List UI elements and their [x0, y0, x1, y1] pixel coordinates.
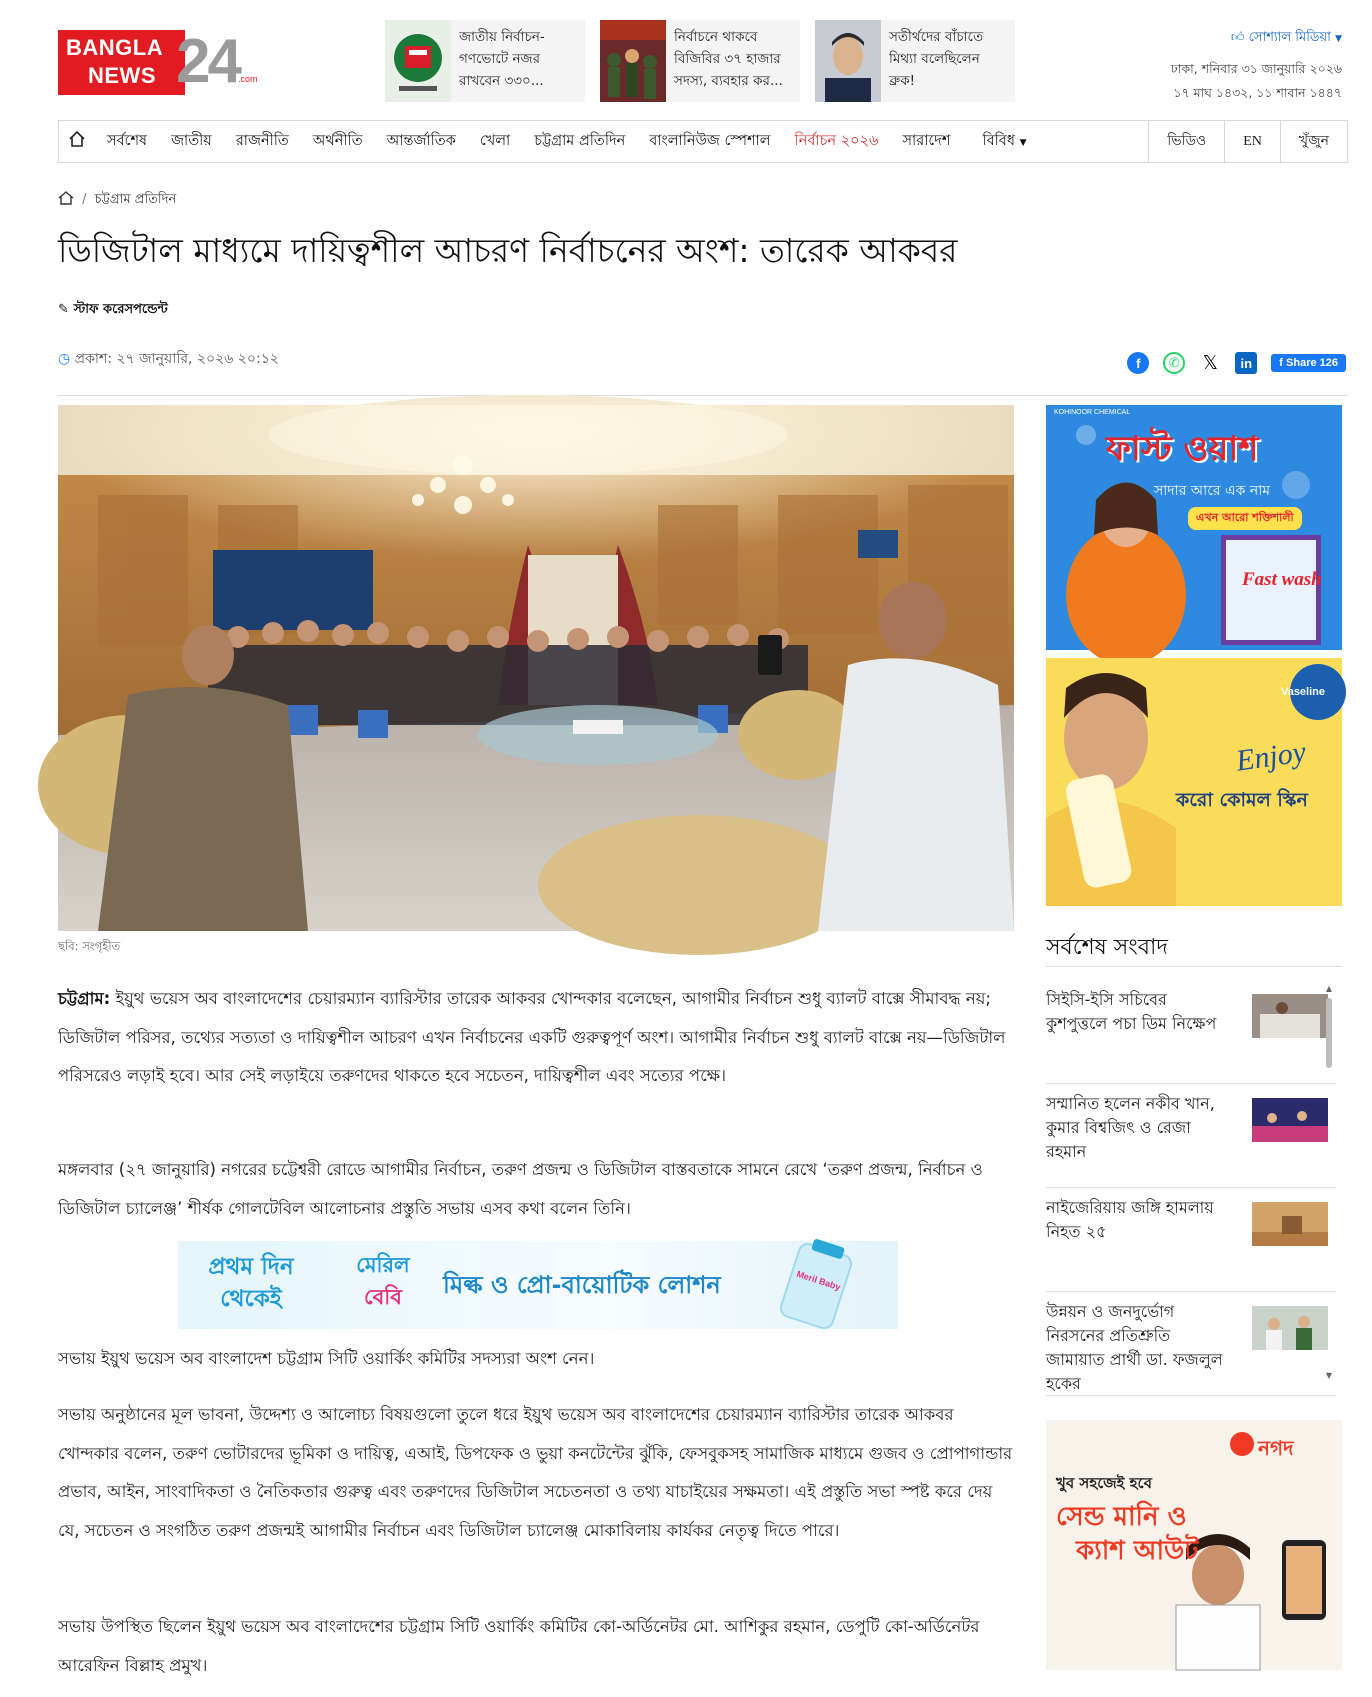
site-logo[interactable]	[58, 27, 258, 96]
facebook-share-button[interactable]	[1271, 354, 1346, 372]
x-icon[interactable]: 𝕏	[1199, 352, 1221, 374]
sidebar-ad-vaseline[interactable]	[1046, 658, 1342, 906]
breadcrumb	[58, 190, 176, 211]
scroll-down-arrow-icon[interactable]: ▼	[1325, 1371, 1333, 1380]
published-time	[58, 347, 279, 371]
latest-news-list	[1046, 980, 1336, 1393]
share-bar	[1127, 352, 1346, 374]
list-item[interactable]	[1046, 1188, 1336, 1292]
latest-item-title: উন্নয়ন ও জনদুর্ভোগ নিরসনের প্রতিশ্রুতি জামায়াত প্রার্থী ডা. ফজলুল হকের	[1046, 1302, 1223, 1393]
nav-video-link[interactable]: ভিডিও	[1148, 121, 1224, 162]
top-news-title: জাতীয় নির্বাচন-গণভোটে নজর রাখবেন ৩৩০...	[459, 29, 545, 89]
ad-brand-line1: মেরিল	[356, 1253, 410, 1277]
ad-line2: সেন্ড মানি ও	[1056, 1502, 1187, 1532]
nav-item-misc[interactable]	[962, 130, 1038, 154]
ad-brand-logo: Vaseline	[1280, 686, 1326, 698]
breadcrumb-section[interactable]: চট্টগ্রাম প্রতিদিন	[94, 192, 177, 207]
logo-domain: .com	[238, 74, 258, 84]
list-item[interactable]	[1046, 1292, 1336, 1396]
news-thumbnail	[1252, 1306, 1328, 1350]
news-thumbnail	[1252, 1098, 1328, 1142]
caret-down-icon: ▼	[1019, 137, 1027, 148]
list-item[interactable]	[1046, 1084, 1336, 1188]
paragraph-text: ইয়ুথ ভয়েস অব বাংলাদেশের চেয়ারম্যান ব্যারিস্টার তারেক আকবর খোন্দকার বলেছেন, আগামীর নির্বাচন শুধু ব্যালট বাক্সে সীমাবদ্ধ নয়; ডিজিটাল পরিসর, তথ্যের সত্যতা ও দায়িত্বশীল আচরণ এখন নির্বাচনের একটি গুরুত্বপূর্ণ অংশ। আগামীর নির্বাচন শুধু ব্যালট বাক্সে নয়—ডিজিটাল পরিসরেও লড়াই হবে। আর সেই লড়াইয়ে তরুণদের থাকতে হবে সচেতন, দায়িত্বশীল এবং সত্যের পক্ষে।	[58, 989, 1006, 1085]
logo-number: 24	[176, 27, 239, 96]
scroll-up-arrow-icon[interactable]: ▲	[1325, 984, 1333, 993]
nav-item-sports[interactable]: খেলা	[479, 132, 511, 149]
news-thumbnail	[385, 20, 451, 102]
nav-item-election-2026[interactable]: নির্বাচন ২০২৬	[794, 132, 879, 149]
ad-brand-line2: বেবি	[364, 1285, 402, 1309]
latest-item-title: সম্মানিত হলেন নকীব খান, কুমার বিশ্বজিৎ ও রেজা রহমান	[1046, 1094, 1215, 1161]
divider	[1046, 966, 1342, 967]
ad-product-box: Fast wash	[1242, 569, 1322, 590]
lotion-bottle-icon	[777, 1240, 854, 1331]
logo-line2: NEWS	[88, 63, 156, 88]
news-thumbnail	[600, 20, 666, 102]
share-count: Share 126	[1286, 357, 1338, 369]
ad-brand: KOHINOOR CHEMICAL	[1054, 409, 1131, 416]
ad-line1: প্রথম দিন	[208, 1254, 294, 1280]
nav-item-special[interactable]: বাংলানিউজ স্পেশাল	[649, 132, 771, 149]
ad-script-text: Enjoy	[1233, 735, 1308, 778]
ad-title: ফাস্ট ওয়াশ	[1106, 429, 1259, 469]
logo-line1: BANGLA	[66, 35, 164, 60]
ad-line1: খুব সহজেই হবে	[1056, 1474, 1152, 1492]
nav-search-link[interactable]: খুঁজুন	[1280, 121, 1347, 162]
home-icon[interactable]	[59, 130, 95, 153]
article-headline: ডিজিটাল মাধ্যমে দায়িত্বশীল আচরণ নির্বাচনের অংশ: তারেক আকবর	[58, 231, 958, 270]
date-bangla-hijri: ১৭ মাঘ ১৪৩২, ১১ শাবান ১৪৪৭	[1173, 85, 1342, 100]
ad-brand-logo: নগদ	[1258, 1436, 1294, 1460]
latest-item-title: নাইজেরিয়ায় জঙ্গি হামলায় নিহত ২৫	[1046, 1198, 1214, 1241]
whatsapp-icon[interactable]: ✆	[1163, 352, 1185, 374]
nav-right-group	[1148, 121, 1347, 162]
list-item[interactable]	[1046, 980, 1336, 1084]
divider	[58, 395, 1348, 396]
nav-language-toggle[interactable]: EN	[1224, 121, 1280, 162]
ad-badge: এখন আরো শক্তিশালী	[1188, 507, 1302, 530]
article-paragraph: সভায় ইয়ুথ ভয়েস অব বাংলাদেশ চট্টগ্রাম সিটি ওয়ার্কিং কমিটির সদস্যরা অংশ নেন।	[58, 1349, 595, 1368]
nav-item-countrywide[interactable]: সারাদেশ	[902, 132, 951, 149]
article-byline	[58, 300, 168, 321]
top-news-title: সতীর্থদের বাঁচাতে মিথ্যা বলেছিলেন ব্রুক!	[889, 29, 984, 89]
ad-line3: ক্যাশ আউট	[1076, 1536, 1199, 1566]
nav-item-national[interactable]: জাতীয়	[171, 132, 212, 149]
article-paragraph: সভায় অনুষ্ঠানের মূল ভাবনা, উদ্দেশ্য ও আলোচ্য বিষয়গুলো তুলে ধরে ইয়ুথ ভয়েস অব বাংলাদেশের চেয়ারম্যান ব্যারিস্টার তারেক আকবর খোন্দকার বলেন, তরুণ ভোটারদের ভূমিকা ও দায়িত্ব, এআই, ডিপফেক ও ভুয়া কনটেন্টের ঝুঁকি, ফেসবুকসহ সামাজিক মাধ্যমে গুজব ও প্রোপাগান্ডার প্রভাব, আইন, সাংবাদিকতা ও নৈতিকতার গুরুত্ব এবং তরুণদের ডিজিটাল সচেতনতা ও তথ্য যাচাইয়ের সক্ষমতা। এই প্রস্তুতি সভা স্পষ্ট করে দেয় যে, সচেতন ও সংগঠিত তরুণ প্রজন্মই আগামীর নির্বাচন এবং ডিজিটাল চ্যালেঞ্জ মোকাবিলায় কার্যকর নেতৃত্ব দিতে পারে।	[58, 1405, 1013, 1540]
nav-item-politics[interactable]: রাজনীতি	[235, 132, 289, 149]
top-news-item[interactable]	[815, 20, 1015, 102]
article-paragraph: সভায় উপস্থিত ছিলেন ইয়ুথ ভয়েস অব বাংলাদেশের চট্টগ্রাম সিটি ওয়ার্কিং কমিটির কো-অর্ডিনেটর মো. আশিকুর রহমান, ডেপুটি কো-অর্ডিনেটর আরেফিন বিল্লাহ প্রমুখ।	[58, 1617, 980, 1675]
pencil-icon: ✎	[58, 302, 69, 317]
ad-tagline: সাদার আরে এক নাম	[1154, 483, 1271, 499]
ad-tagline: করো কোমল স্কিন	[1176, 789, 1308, 811]
nav-item-international[interactable]: আন্তর্জাতিক	[386, 132, 456, 149]
top-news-title: নির্বাচনে থাকবে বিজিবির ৩৭ হাজার সদস্য, ব্যবহার কর...	[674, 29, 783, 89]
latest-news-heading: সর্বশেষ সংবাদ	[1046, 935, 1168, 960]
clock-icon: ◷	[58, 351, 71, 367]
header-date	[1171, 57, 1342, 105]
news-thumbnail	[1252, 1202, 1328, 1246]
nav-item-latest[interactable]: সর্বশেষ	[107, 132, 148, 149]
published-label: প্রকাশ: ২৭ জানুয়ারি, ২০২৬ ২০:১২	[74, 351, 279, 367]
thumbs-up-icon: 👍︎	[1230, 30, 1245, 45]
social-media-label: সোশ্যাল মিডিয়া	[1248, 30, 1331, 45]
home-icon[interactable]	[58, 192, 78, 207]
nav-item-misc-label: বিবিধ	[982, 132, 1016, 149]
social-media-dropdown[interactable]	[1231, 28, 1342, 49]
nav-item-chattogram[interactable]: চট্টগ্রাম প্রতিদিন	[534, 132, 626, 149]
article-paragraph	[58, 980, 1018, 1096]
facebook-icon[interactable]: f	[1127, 352, 1149, 374]
ad-product-name: মিল্ক ও প্রো-বায়োটিক লোশন	[443, 1271, 721, 1299]
dateline-location: চট্টগ্রাম:	[58, 989, 111, 1008]
date-gregorian: ঢাকা, শনিবার ৩১ জানুয়ারি ২০২৬	[1170, 61, 1342, 76]
latest-news-scrollbar[interactable]	[1324, 984, 1334, 1380]
top-news-item[interactable]	[600, 20, 800, 102]
bottle-label: Meril Baby	[795, 1268, 842, 1293]
latest-item-title: সিইসি-ইসি সচিবের কুশপুত্তলে পচা ডিম নিক্ষেপ	[1046, 990, 1217, 1033]
byline-author: স্টাফ করেসপন্ডেন্ট	[73, 302, 168, 317]
main-nav	[58, 120, 1348, 163]
caret-down-icon: ▼	[1335, 34, 1342, 44]
sidebar-ad-fastwash[interactable]	[1046, 405, 1342, 650]
nav-item-economy[interactable]: অর্থনীতি	[312, 132, 363, 149]
article-photo	[58, 405, 1014, 931]
breadcrumb-separator: /	[82, 192, 87, 207]
ad-line2: থেকেই	[220, 1286, 282, 1312]
linkedin-icon[interactable]: in	[1235, 352, 1257, 374]
logo-wordmark	[58, 30, 185, 95]
sidebar-ad-nagad[interactable]	[1046, 1420, 1342, 1670]
news-thumbnail	[1252, 994, 1328, 1038]
top-news-item[interactable]	[385, 20, 585, 102]
scrollbar-thumb[interactable]	[1326, 998, 1332, 1068]
photo-caption: ছবি: সংগৃহীত	[58, 939, 121, 953]
facebook-icon: f	[1279, 357, 1283, 369]
news-thumbnail	[815, 20, 881, 102]
article-paragraph: মঙ্গলবার (২৭ জানুয়ারি) নগরের চট্টেশ্বরী রোডে আগামীর নির্বাচন, তরুণ প্রজন্ম ও ডিজিটাল বাস্তবতাকে সামনে রেখে ‘তরুণ প্রজন্ম, নির্বাচন ও ডিজিটাল চ্যালেঞ্জ’ শীর্ষক গোলটেবিল আলোচনার প্রস্তুতি সভায় এসব কথা বলেন তিনি।	[58, 1160, 983, 1218]
inline-advertisement[interactable]	[178, 1241, 898, 1329]
